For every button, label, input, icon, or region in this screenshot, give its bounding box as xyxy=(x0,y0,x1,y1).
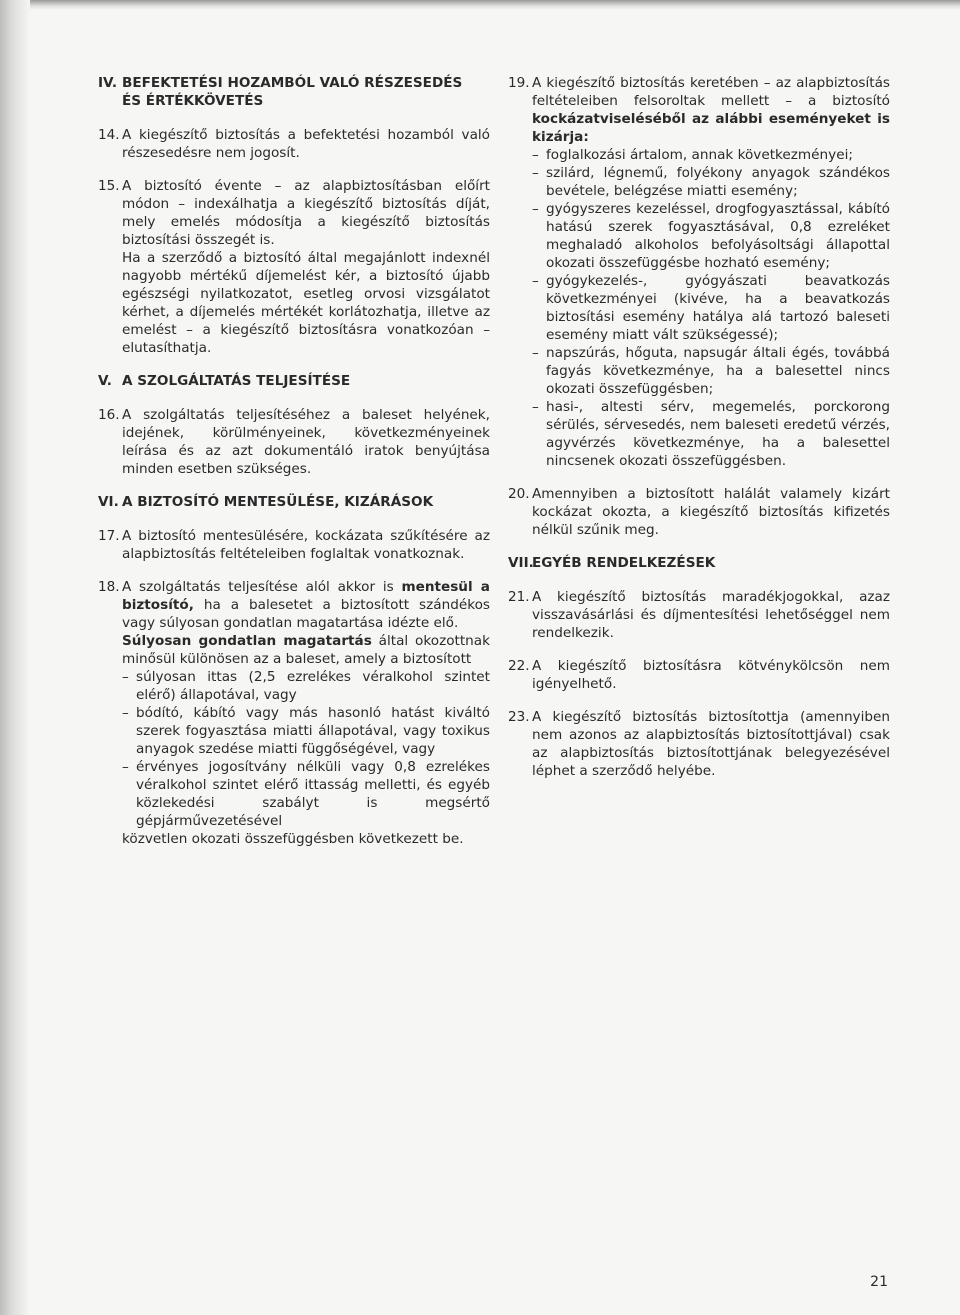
list-item xyxy=(532,398,890,470)
clause-20 xyxy=(508,485,890,539)
page-number: 21 xyxy=(870,1274,888,1290)
dash-marker: – xyxy=(532,201,539,217)
bold-run: Súlyosan gondatlan magatartás xyxy=(122,633,372,649)
clause-21 xyxy=(508,588,890,642)
clause-number: 19. xyxy=(508,75,530,91)
clause-text: A kiegészítő biztosítás maradékjogokkal, azaz visszavásárlási és díjmentesítési lehetőséggel nem rendelkezik. xyxy=(532,589,890,641)
clause-23 xyxy=(508,708,890,780)
clause-text: Amennyiben a biztosított halálát valamely kizárt kockázat okozta, a kiegészítő biztosítás kifizetés nélkül szűnik meg. xyxy=(532,486,890,538)
section-title: A SZOLGÁLTATÁS TELJESÍTÉSE xyxy=(122,373,351,389)
clause-number: 15. xyxy=(98,178,120,194)
clause-number: 14. xyxy=(98,127,120,143)
dash-marker: – xyxy=(122,759,129,775)
clause-number: 17. xyxy=(98,528,120,544)
list-item-text: hasi-, altesti sérv, megemelés, porckorong sérülés, sérvesedés, nem baleseti eredetű vérzés, agyvérzés következménye, ha a balesettel nincsenek okozati összefüggésben. xyxy=(546,399,890,469)
dash-marker: – xyxy=(532,345,539,361)
section-heading-v xyxy=(98,372,490,390)
clause-number: 18. xyxy=(98,579,120,595)
clause-16 xyxy=(98,406,490,478)
clause-text xyxy=(122,632,490,668)
list-item-text: bódító, kábító vagy más hasonló hatást kiváltó szerek fogyasztása miatti állapotával, vagy toxikus anyagok szedése miatti függőségével, vagy xyxy=(136,705,490,757)
list-item-text: gyógyszeres kezeléssel, drogfogyasztással, kábító hatású szerek fogyasztásával, 0,8 ezreléket meghaladó alkoholos befolyásoltsági állapottal okozati összefüggésbe hozható esemény; xyxy=(546,201,890,271)
text-run: A kiegészítő biztosítás keretében – az alapbiztosítás feltételeiben felsoroltak mellett – a biztosító xyxy=(532,75,890,109)
list-item xyxy=(122,704,490,758)
clause-15 xyxy=(98,177,490,357)
list-item-text: súlyosan ittas (2,5 ezrelékes véralkohol szintet elérő) állapotával, vagy xyxy=(136,669,490,703)
section-title: EGYÉB RENDELKEZÉSEK xyxy=(532,555,716,571)
clause-text: A biztosító mentesülésére, kockázata szűkítésére az alapbiztosítás feltételeiben foglaltak vonatkoznak. xyxy=(122,528,490,562)
list-item xyxy=(532,200,890,272)
section-number: VII. xyxy=(508,555,534,571)
section-number: VI. xyxy=(98,494,119,510)
list-item xyxy=(122,668,490,704)
dash-marker: – xyxy=(532,147,539,163)
list-item xyxy=(122,758,490,830)
dash-marker: – xyxy=(532,399,539,415)
list-item xyxy=(532,344,890,398)
list-item xyxy=(532,272,890,344)
section-heading-iv xyxy=(98,74,490,110)
bold-run: kockázatviseléséből az alábbi eseményeket is kizárja: xyxy=(532,111,890,145)
section-title-line-2: ÉS ÉRTÉKKÖVETÉS xyxy=(122,93,264,109)
list-item-text: szilárd, légnemű, folyékony anyagok szándékos bevétele, belégzése miatti esemény; xyxy=(546,165,890,199)
text-run: A szolgáltatás teljesítése alól akkor is xyxy=(122,579,402,595)
clause-text: A biztosító évente – az alapbiztosításban előírt módon – indexálhatja a kiegészítő biztosítás díját, mely emelés módosítja a kiegészítő biztosítás biztosítási összegét is. xyxy=(122,178,490,248)
right-column xyxy=(508,74,890,795)
section-heading-vii xyxy=(508,554,890,572)
list-item xyxy=(532,146,890,164)
text-run: ha a balesetet a biztosított szándékos vagy súlyosan gondatlan magatartása idézte elő. xyxy=(122,597,490,631)
clause-18 xyxy=(98,578,490,848)
dash-marker: – xyxy=(532,273,539,289)
dash-marker: – xyxy=(122,669,129,685)
dash-marker: – xyxy=(532,165,539,181)
clause-number: 16. xyxy=(98,407,120,423)
list-item-text: gyógykezelés-, gyógyászati beavatkozás következményei (kivéve, ha a beavatkozás biztosítási esemény hatálya alá tartozó baleseti esemény miatt vált szükségessé); xyxy=(546,273,890,343)
section-title-line-1: BEFEKTETÉSI HOZAMBÓL VALÓ RÉSZESEDÉS xyxy=(122,75,463,91)
bullet-list xyxy=(532,146,890,470)
clause-number: 22. xyxy=(508,658,530,674)
clause-number: 23. xyxy=(508,709,530,725)
bold-run: mentesül a biztosító, xyxy=(122,579,490,613)
clause-text xyxy=(532,74,890,146)
clause-number: 21. xyxy=(508,589,530,605)
text-run: által okozottnak minősül különösen az a baleset, amely a biztosított xyxy=(122,633,491,667)
clause-text: A kiegészítő biztosítás biztosítottja (amennyiben nem azonos az alapbiztosítás biztosítottjával) csak az alapbiztosítás biztosítottjának belegyezésével léphet a szerződő helyébe. xyxy=(532,709,890,779)
list-item-text: foglalkozási ártalom, annak következményei; xyxy=(546,147,853,163)
clause-19 xyxy=(508,74,890,470)
section-title: A BIZTOSÍTÓ MENTESÜLÉSE, KIZÁRÁSOK xyxy=(122,494,434,510)
clause-text: Ha a szerződő a biztosító által megajánlott indexnél nagyobb mértékű díjemelést kér, a biztosító újabb egészségi nyilatkozatot, esetleg orvosi vizsgálatot kérhet, a díjemelés mértékét korlátozhatja, illetve az emelést – a kiegészítő biztosításra vonatkozóan – elutasíthatja. xyxy=(122,250,490,356)
dash-marker: – xyxy=(122,705,129,721)
clause-14 xyxy=(98,126,490,162)
clause-text: közvetlen okozati összefüggésben következett be. xyxy=(122,831,464,847)
clause-22 xyxy=(508,657,890,693)
list-item-text: érvényes jogosítvány nélküli vagy 0,8 ezrelékes véralkohol szintet elérő ittasság melletti, és egyéb közlekedési szabályt is megsértő gépjárművezetésével xyxy=(136,759,490,829)
section-heading-vi xyxy=(98,493,490,511)
section-number: IV. xyxy=(98,75,117,91)
bullet-list xyxy=(122,668,490,830)
list-item-text: napszúrás, hőguta, napsugár általi égés, továbbá fagyás következménye, ha a balesettel nincs okozati összefüggésben; xyxy=(546,345,890,397)
clause-17 xyxy=(98,527,490,563)
clause-text xyxy=(122,578,490,632)
clause-text: A kiegészítő biztosításra kötvénykölcsön nem igényelhető. xyxy=(532,658,890,692)
scan-edge-left xyxy=(0,0,30,1315)
clause-text: A kiegészítő biztosítás a befektetési hozamból való részesedésre nem jogosít. xyxy=(122,127,490,161)
list-item xyxy=(532,164,890,200)
clause-number: 20. xyxy=(508,486,530,502)
scan-edge-top xyxy=(0,0,960,10)
clause-text: A szolgáltatás teljesítéséhez a baleset helyének, idejének, körülményeinek, következményeinek leírása és az azt dokumentáló iratok benyújtása minden esetben szükséges. xyxy=(122,407,490,477)
section-number: V. xyxy=(98,373,112,389)
left-column xyxy=(98,74,490,863)
